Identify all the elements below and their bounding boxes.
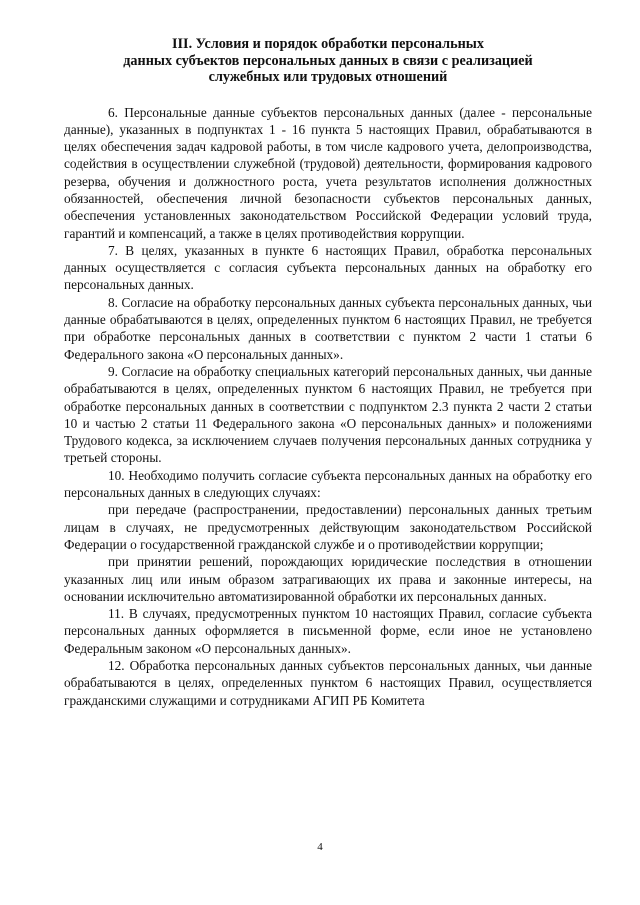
paragraph-12: 12. Обработка персональных данных субъектов персональных данных, чьи данные обрабатываются в целях, определенных пунктом 6 настоящих Правил, осуществляется гражданскими служащими и сотрудниками АГИП РБ Комитета	[64, 658, 592, 708]
paragraph-10-case-decisions: при принятии решений, порождающих юридические последствия в отношении указанных лиц или иным образом затрагивающих их права и законные интересы, на основании исключительно автоматизированной обработки их персональных данных.	[64, 554, 592, 604]
paragraph-8: 8. Согласие на обработку персональных данных субъекта персональных данных, чьи данные обрабатываются в целях, определенных пунктом 6 настоящих Правил, не требуется при обработке персональных данных в соответствии с пунктом 2 части 1 статьи 6 Федерального закона «О персональных данных».	[64, 294, 592, 362]
page-number: 4	[317, 841, 323, 853]
section-heading	[64, 36, 592, 86]
paragraph-10: 10. Необходимо получить согласие субъекта персональных данных на обработку его персональных данных в следующих случаях:	[64, 467, 592, 501]
section-heading-line-1: III. Условия и порядок обработки персональных	[172, 36, 484, 52]
paragraph-10-case-transfer: при передаче (распространении, предоставлении) персональных данных третьим лицам в случаях, не предусмотренных действующим законодательством Российской Федерации о государственной гражданской службе и о противодействии коррупции;	[64, 502, 592, 552]
section-heading-line-2: данных субъектов персональных данных в связи с реализацией	[123, 52, 533, 69]
paragraph-11: 11. В случаях, предусмотренных пунктом 10 настоящих Правил, согласие субъекта персональных данных оформляется в письменной форме, если иное не установлено Федеральным законом «О персональных данных».	[64, 606, 592, 656]
section-heading-line-3: служебных или трудовых отношений	[208, 69, 448, 85]
document-page	[64, 36, 592, 709]
paragraph-7: 7. В целях, указанных в пункте 6 настоящих Правил, обработка персональных данных осуществляется с согласия субъекта персональных данных на обработку его персональных данных.	[64, 242, 592, 293]
paragraph-6: 6. Персональные данные субъектов персональных данных (далее - персональные данные), указанных в подпунктах 1 - 16 пункта 5 настоящих Правил, обрабатываются в целях обеспечения задач кадровой работы, в том числе кадрового учета, делопроизводства, содействия в осуществлении служебной (трудовой) деятельности, формирования кадрового резерва, обучения и должностного роста, учета результатов исполнения должностных обязанностей, обеспечения личной безопасности субъектов персональных данных, обеспечения установленных законодательством Российской Федерации условий труда, гарантий и компенсаций, а также в целях противодействия коррупции.	[64, 104, 592, 241]
paragraph-9: 9. Согласие на обработку специальных категорий персональных данных, чьи данные обрабатываются в целях, определенных пунктом 6 настоящих Правил, не требуется при обработке персональных данных в соответствии с подпунктом 2.3 пункта 2 части 2 статьи 10 и частью 2 статьи 11 Федерального закона «О персональных данных» и положениями Трудового кодекса, за исключением случаев получения персональных данных сотрудника у третьей стороны.	[64, 363, 592, 466]
